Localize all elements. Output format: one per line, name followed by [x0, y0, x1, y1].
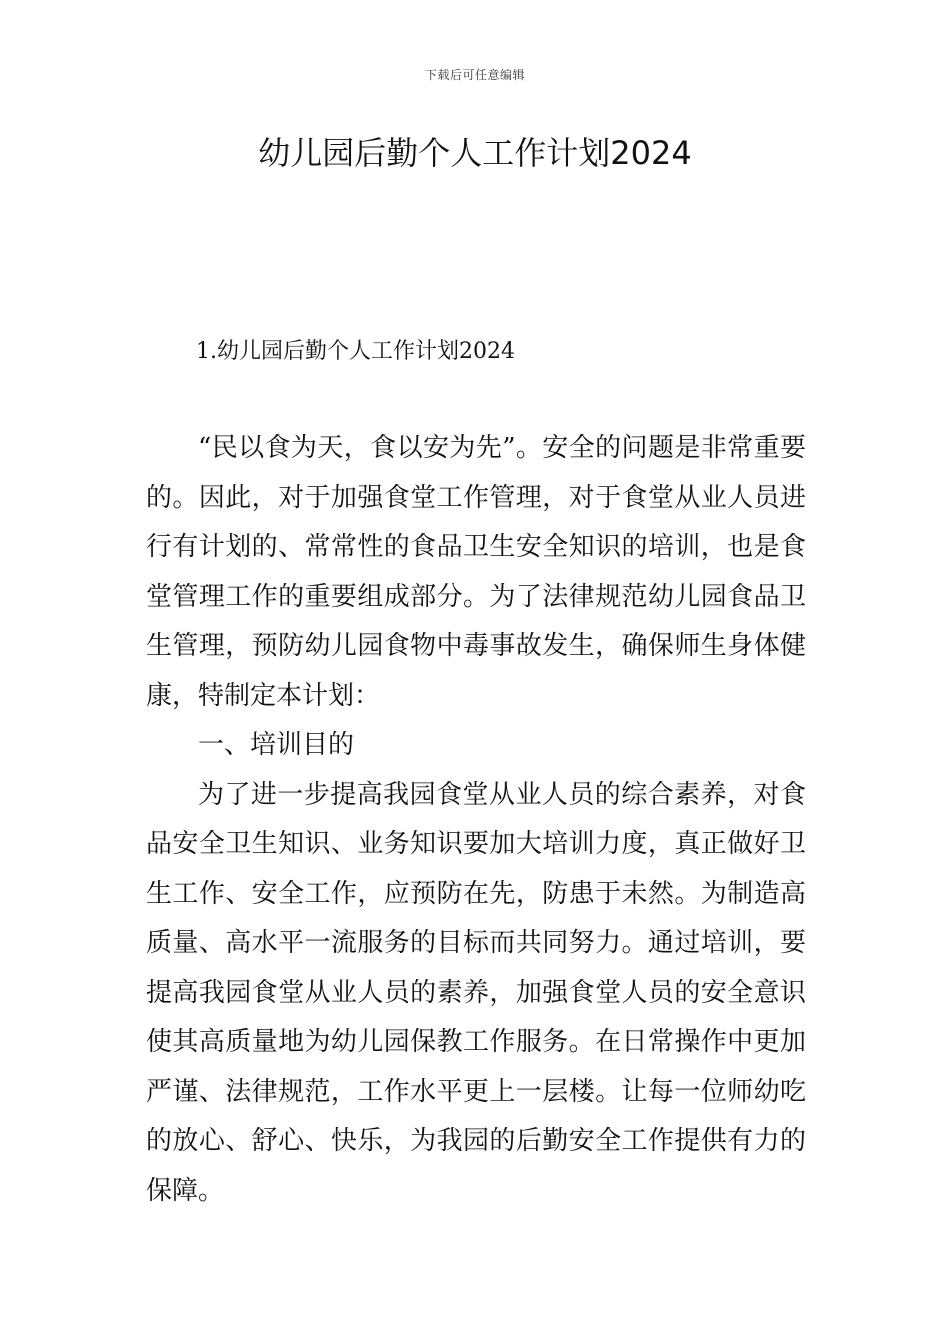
document-title: 幼儿园后勤个人工作计划2024 — [258, 134, 692, 172]
paragraph-heading-training-goal: 一、培训目的 — [198, 730, 355, 760]
body-text — [146, 424, 806, 1216]
section-heading: 1.幼儿园后勤个人工作计划2024 — [196, 339, 515, 364]
paragraph-training-goal: 为了进一步提高我园食堂从业人员的综合素养，对食品安全卫生知识、业务知识要加大培训力度，真正做好卫生工作、安全工作，应预防在先，防患于未然。为制造高质量、高水平一流服务的目标而共同努力。通过培训，要提高我园食堂从业人员的素养，加强食堂人员的安全意识使其高质量地为幼儿园保教工作服务。在日常操作中更加严谨、法律规范，工作水平更上一层楼。让每一位师幼吃的放心、舒心、快乐，为我园的后勤安全工作提供有力的保障。 — [146, 779, 806, 1206]
header-note: 下载后可任意编辑 — [424, 68, 525, 82]
paragraph-intro: “民以食为天，食以安为先”。安全的问题是非常重要的。因此，对于加强食堂工作管理，对于食堂从业人员进行有计划的、常常性的食品卫生安全知识的培训，也是食堂管理工作的重要组成部分。为了法律规范幼儿园食品卫生管理，预防幼儿园食物中毒事故发生，确保师生身体健康，特制定本计划： — [146, 433, 806, 711]
